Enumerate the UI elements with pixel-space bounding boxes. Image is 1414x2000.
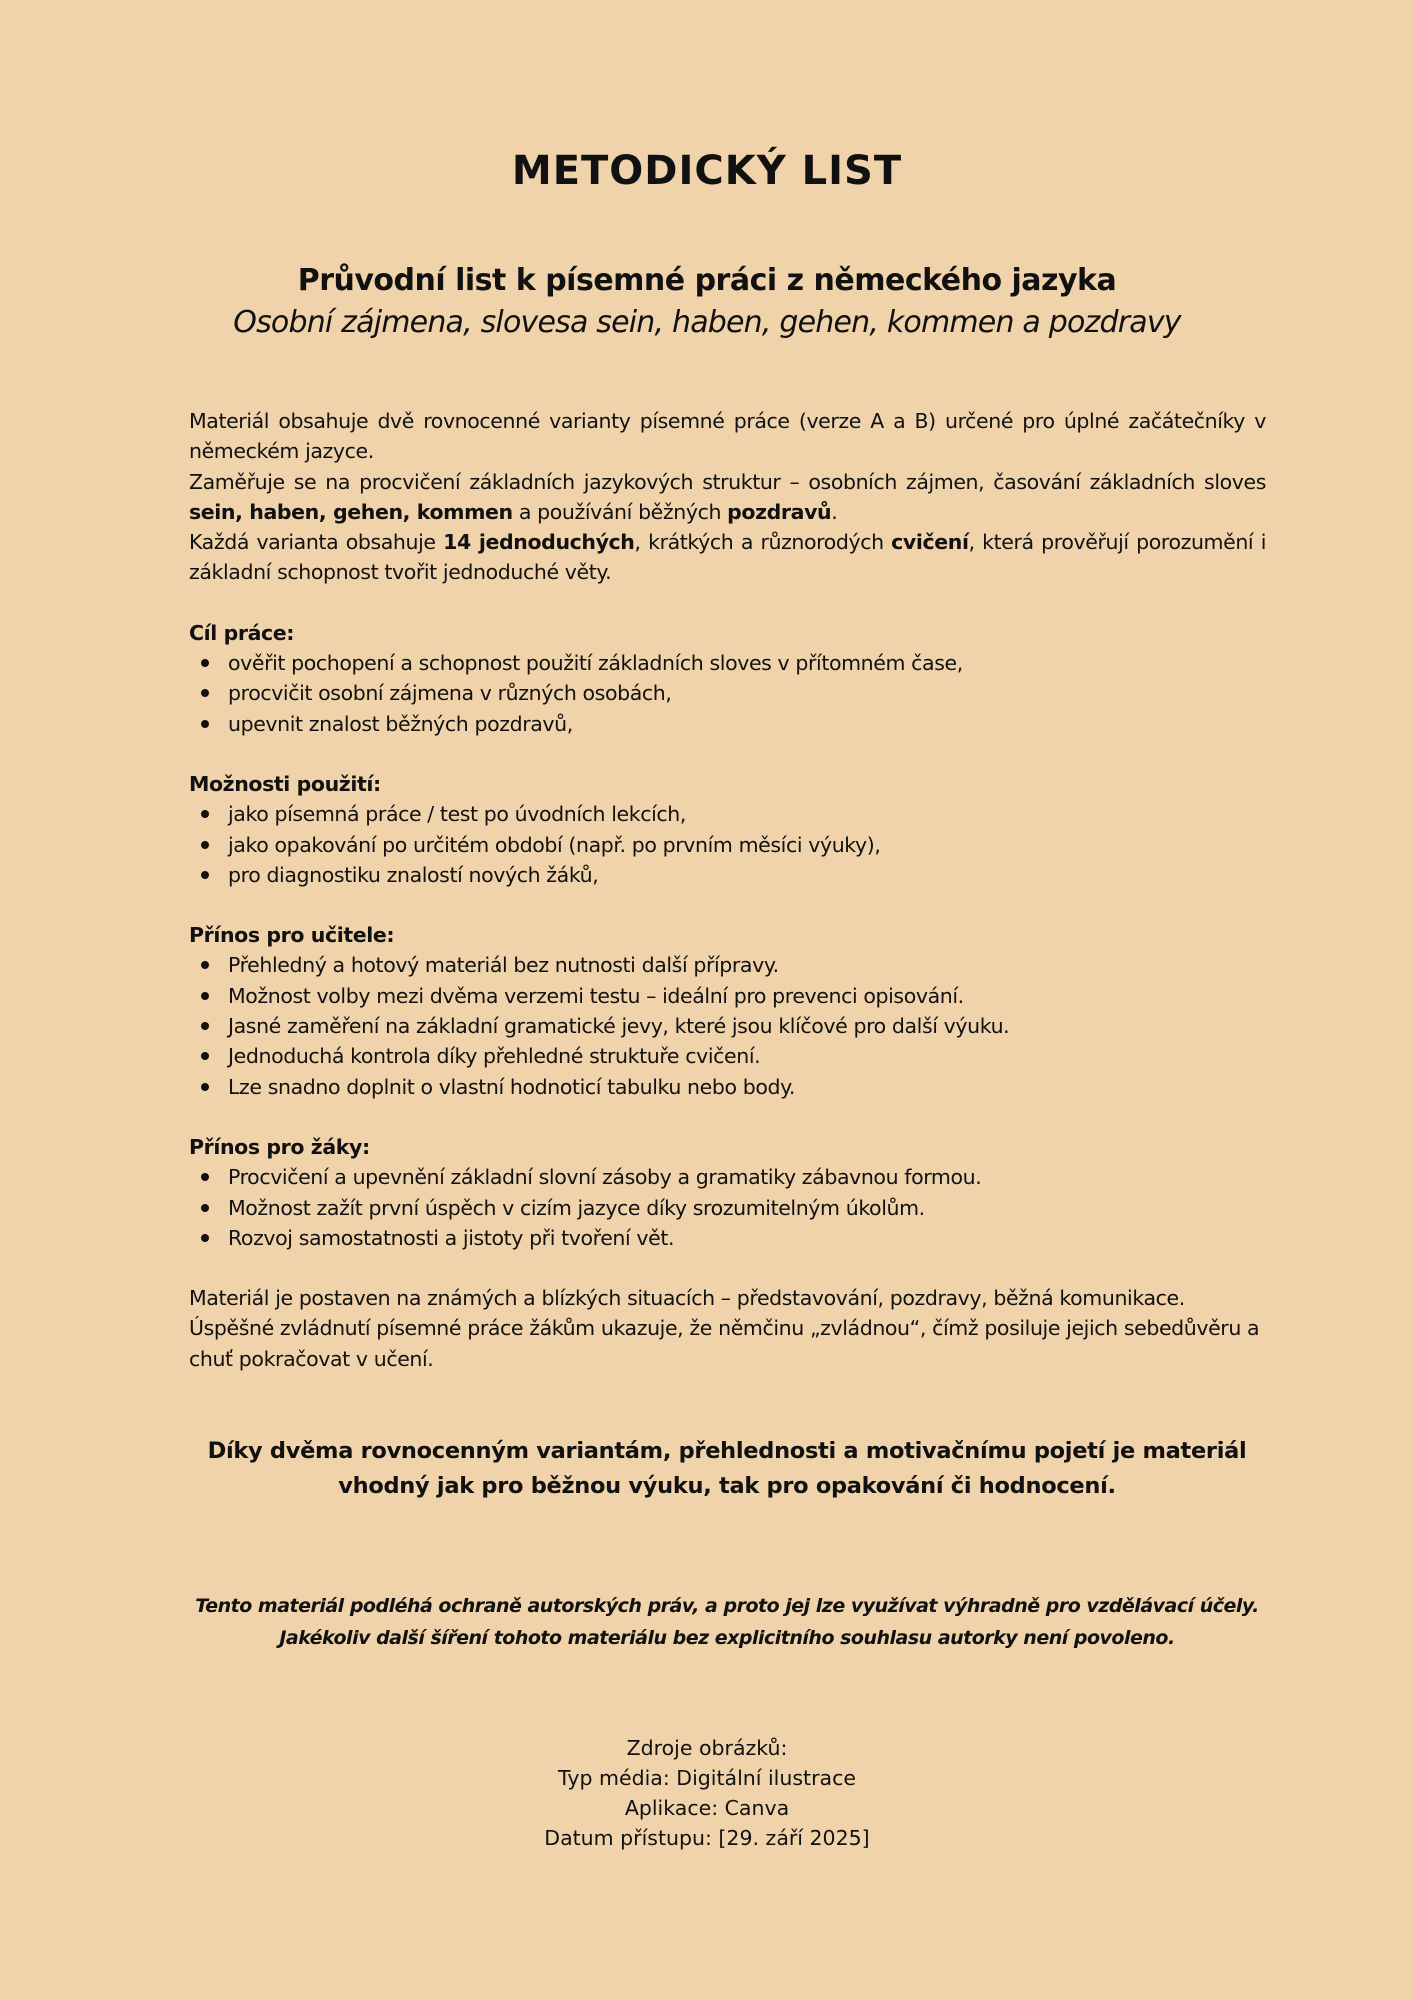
image-sources: [0, 1733, 1414, 1853]
page-title: METODICKÝ LIST: [511, 148, 903, 194]
list-item: [189, 799, 1266, 829]
bullet-icon: [201, 1204, 209, 1212]
intro-bold-exercises: cvičení: [891, 530, 969, 555]
list-item: [189, 1193, 1266, 1223]
intro-paragraph-1: Materiál obsahuje dvě rovnocenné varianty písemné práce (verze A a B) určené pro úplné začátečníky v německém jazyce.: [189, 409, 1266, 464]
list-item-text: Přehledný a hotový materiál bez nutnosti další přípravy.: [228, 953, 779, 978]
list-item: [189, 830, 1266, 860]
section-heading: Přínos pro učitele:: [189, 923, 395, 948]
intro-paragraph-2: [189, 467, 1266, 528]
copyright-notice: Tento materiál podléhá ochraně autorských práv, a proto jej lze využívat výhradně pro vzdělávací účely. Jakékoliv další šíření tohoto materiálu bez explicitního souhlasu autorky není povoleno.: [195, 1595, 1259, 1649]
intro-bold-verbs: sein, haben, gehen, kommen: [189, 499, 513, 524]
section-goal: [189, 618, 1266, 739]
intro-text: , krátkých a různorodých: [634, 530, 892, 555]
bullet-icon: [201, 1173, 209, 1181]
list-item-text: Jednoduchá kontrola díky přehledné struktuře cvičení.: [228, 1044, 761, 1069]
bullet-icon: [201, 871, 209, 879]
closing-paragraph: [189, 1283, 1266, 1374]
bullet-icon: [201, 659, 209, 667]
intro-text: .: [831, 499, 838, 524]
list-item: [189, 678, 1266, 708]
section-heading: Možnosti použití:: [189, 771, 381, 796]
bullet-icon: [201, 992, 209, 1000]
bullet-icon: [201, 689, 209, 697]
list-item-text: Rozvoj samostatnosti a jistoty při tvoření vět.: [228, 1225, 675, 1250]
list-item: [189, 1011, 1266, 1041]
bullet-icon: [201, 1022, 209, 1030]
list-item: [189, 1072, 1266, 1102]
list-item: [189, 709, 1266, 739]
bullet-list: [189, 799, 1266, 890]
sources-media-type: Typ média: Digitální ilustrace: [558, 1766, 856, 1790]
list-item-text: jako písemná práce / test po úvodních lekcích,: [228, 802, 686, 827]
intro-text: , která prověřují porozumění i základní schopnost tvořit jednoduché věty.: [189, 530, 1266, 585]
bullet-list: [189, 950, 1266, 1101]
bullet-icon: [201, 720, 209, 728]
highlight-statement: Díky dvěma rovnocenným variantám, přehlednosti a motivačnímu pojetí je materiál vhodný jak pro běžnou výuku, tak pro opakování či hodnocení.: [207, 1438, 1247, 1499]
list-item: [189, 860, 1266, 890]
bullet-icon: [201, 961, 209, 969]
document-topic: Osobní zájmena, slovesa sein, haben, gehen, kommen a pozdravy: [233, 305, 1181, 340]
list-item: [189, 1162, 1266, 1192]
section-heading: Přínos pro žáky:: [189, 1134, 370, 1159]
section-usage: [189, 769, 1266, 890]
closing-line-1: Materiál je postaven na známých a blízkých situacích – představování, pozdravy, běžná komunikace.: [189, 1286, 1185, 1311]
intro-block: [189, 406, 1266, 588]
list-item-text: Možnost zažít první úspěch v cizím jazyce díky srozumitelným úkolům.: [228, 1195, 925, 1220]
list-item-text: Jasné zaměření na základní gramatické jevy, které jsou klíčové pro další výuku.: [228, 1014, 1010, 1039]
list-item-text: ověřit pochopení a schopnost použití základních sloves v přítomném čase,: [228, 651, 963, 676]
list-item-text: Možnost volby mezi dvěma verzemi testu – ideální pro prevenci opisování.: [228, 983, 964, 1008]
bullet-list: [189, 1162, 1266, 1253]
list-item-text: pro diagnostiku znalostí nových žáků,: [228, 862, 599, 887]
bullet-icon: [201, 841, 209, 849]
closing-line-2: Úspěšné zvládnutí písemné práce žákům ukazuje, že němčinu „zvládnou“, čímž posiluje jejich sebedůvěru a chuť pokračovat v učení.: [189, 1316, 1260, 1371]
list-item: [189, 648, 1266, 678]
intro-bold-greetings: pozdravů: [727, 499, 832, 524]
main-content: [189, 406, 1266, 1374]
section-teacher-benefits: [189, 920, 1266, 1102]
intro-text: Každá varianta obsahuje: [189, 530, 444, 555]
intro-text: Zaměřuje se na procvičení základních jazykových struktur – osobních zájmen, časování základních sloves: [189, 469, 1266, 494]
bullet-icon: [201, 1083, 209, 1091]
sources-application: Aplikace: Canva: [624, 1796, 790, 1820]
list-item-text: procvičit osobní zájmena v různých osobách,: [228, 681, 672, 706]
list-item: [189, 1223, 1266, 1253]
sources-heading: Zdroje obrázků:: [626, 1736, 788, 1760]
list-item: [189, 1041, 1266, 1071]
section-student-benefits: [189, 1132, 1266, 1253]
bullet-icon: [201, 1234, 209, 1242]
bullet-list: [189, 648, 1266, 739]
bullet-icon: [201, 1052, 209, 1060]
section-heading: Cíl práce:: [189, 620, 295, 645]
document-subtitle: Průvodní list k písemné práci z německého jazyka: [297, 263, 1117, 298]
bullet-icon: [201, 810, 209, 818]
list-item: [189, 981, 1266, 1011]
list-item-text: Lze snadno doplnit o vlastní hodnoticí tabulku nebo body.: [228, 1074, 796, 1099]
list-item-text: jako opakování po určitém období (např. po prvním měsíci výuky),: [228, 832, 881, 857]
intro-paragraph-3: [189, 527, 1266, 588]
sources-access-date: Datum přístupu: [29. září 2025]: [544, 1826, 870, 1850]
intro-text: a používání běžných: [512, 499, 728, 524]
list-item-text: upevnit znalost běžných pozdravů,: [228, 711, 573, 736]
list-item-text: Procvičení a upevnění základní slovní zásoby a gramatiky zábavnou formou.: [228, 1165, 982, 1190]
list-item: [189, 950, 1266, 980]
intro-bold-count: 14 jednoduchých: [443, 530, 635, 555]
